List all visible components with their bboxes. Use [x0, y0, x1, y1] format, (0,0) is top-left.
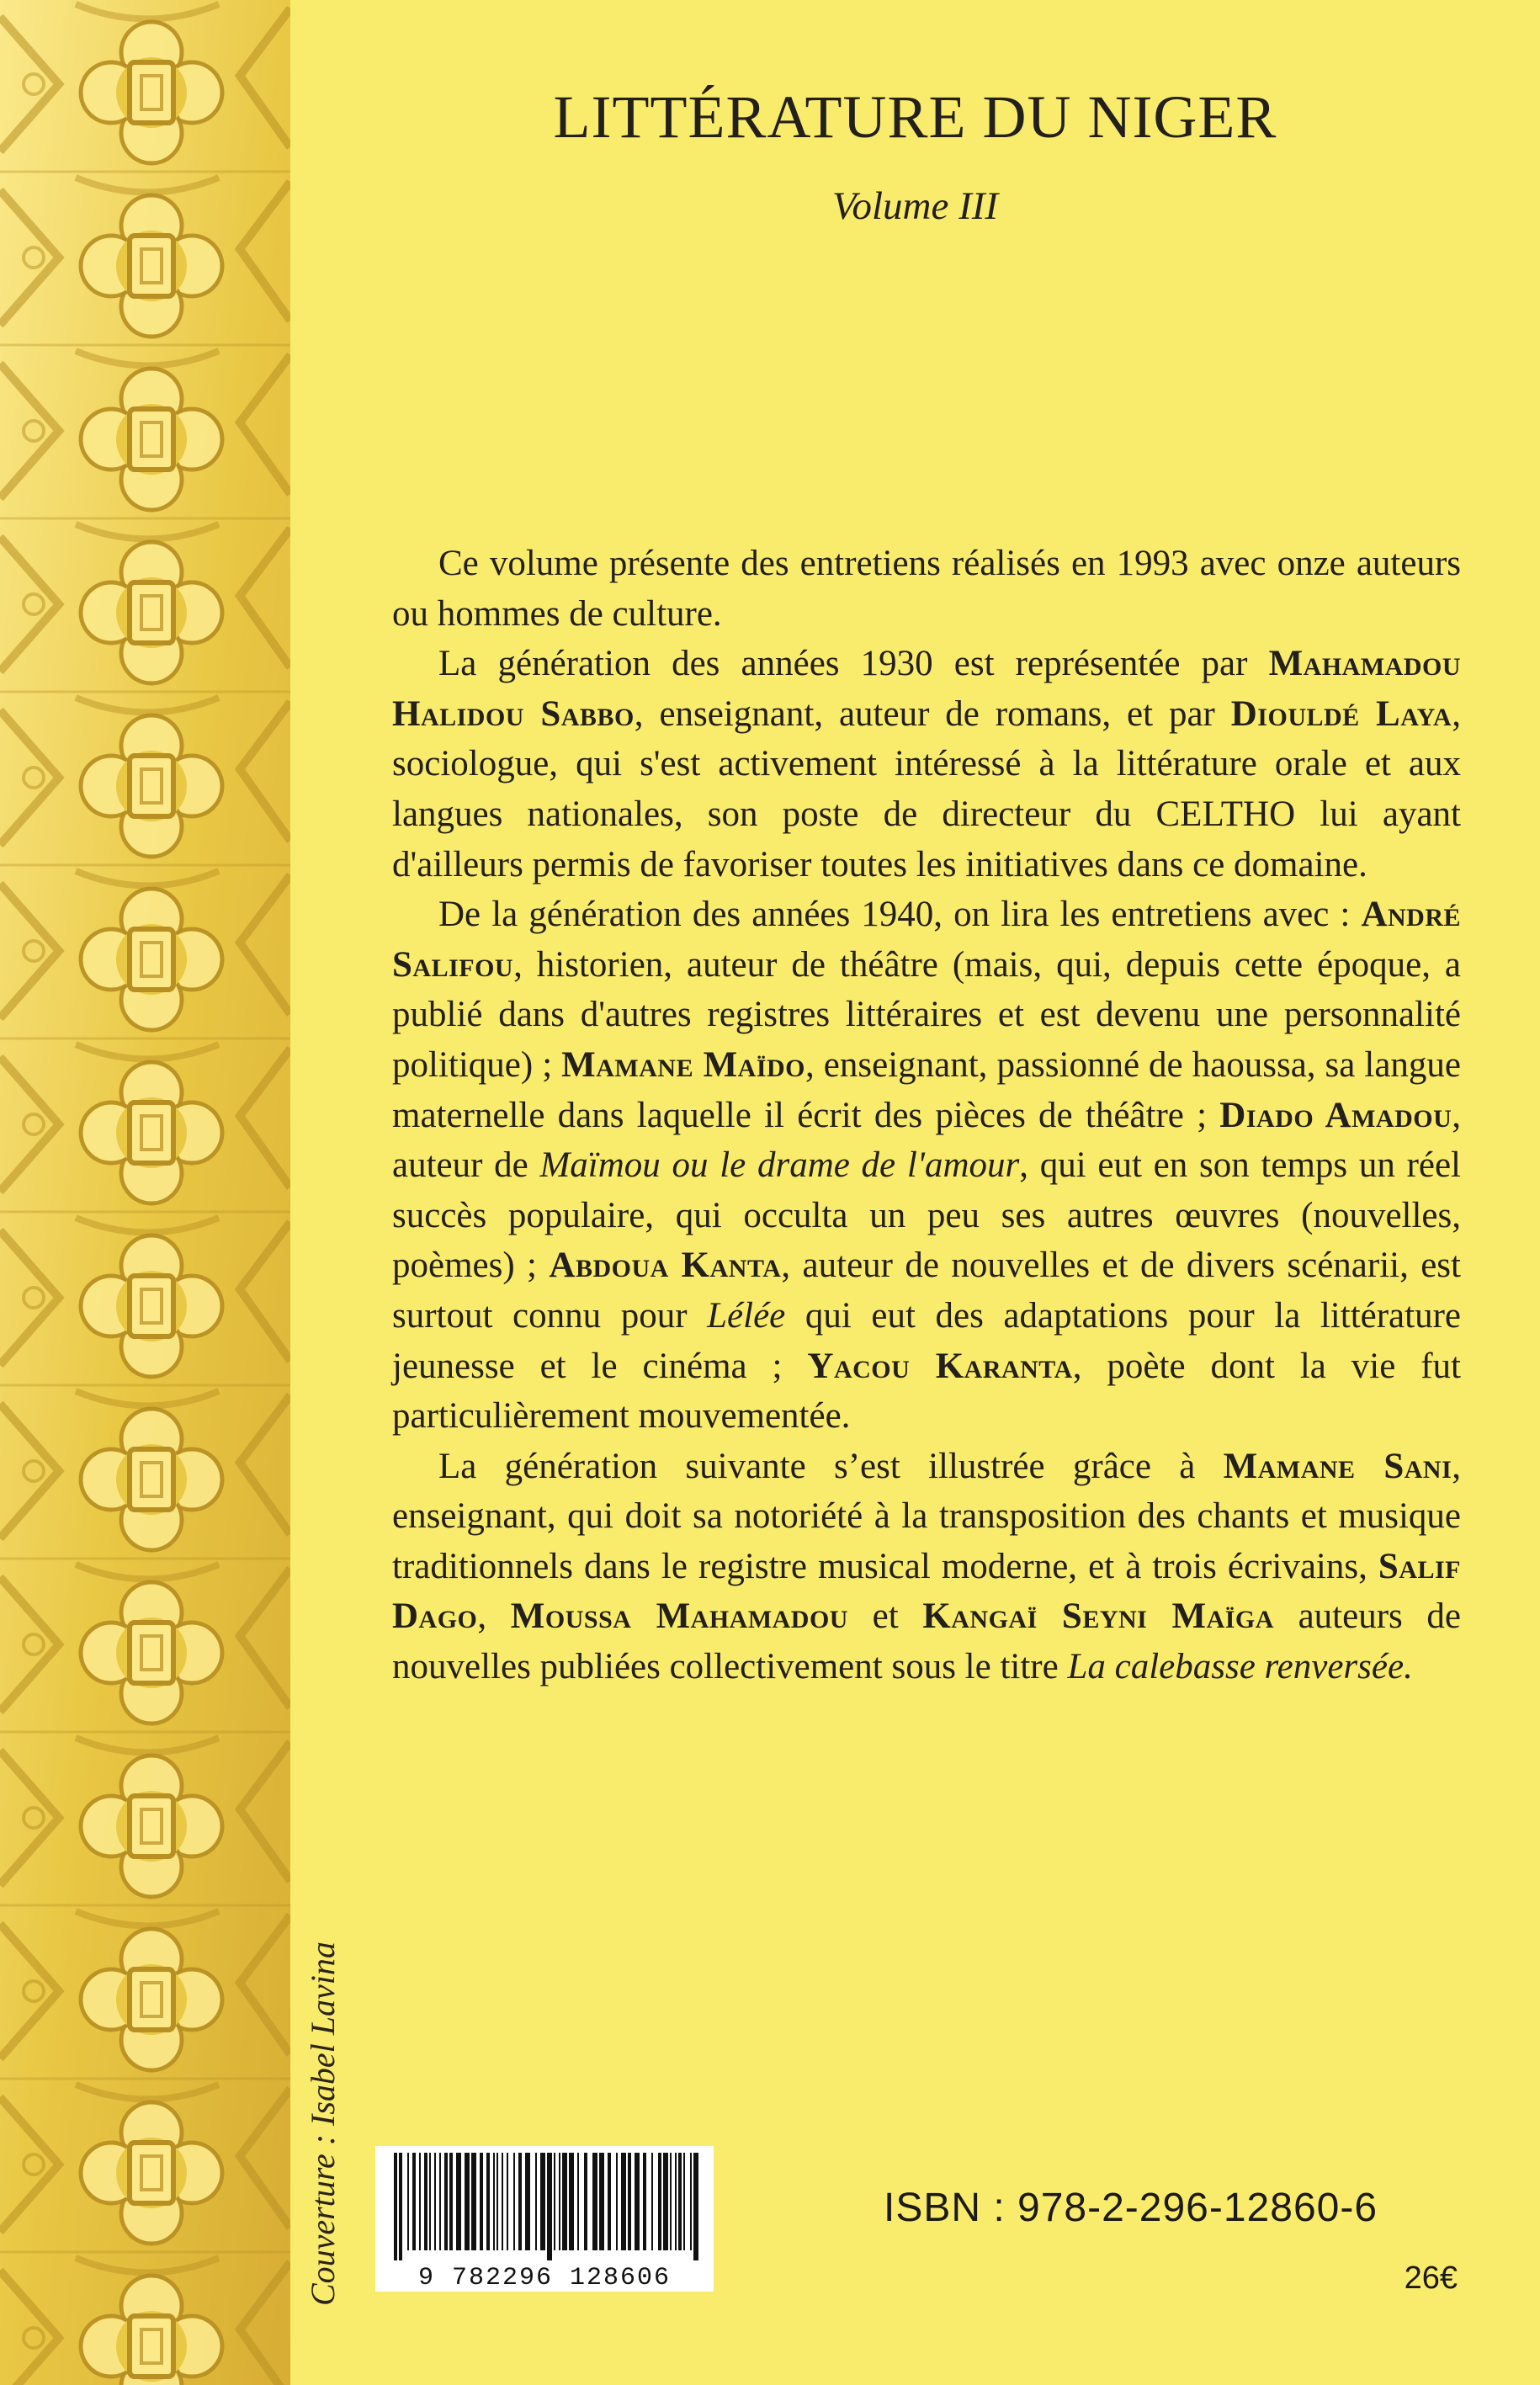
barcode-bar [577, 2153, 579, 2250]
author-name: André Salifou [392, 895, 1461, 985]
isbn-number: ISBN : 978-2-296-12860-6 [884, 2186, 1378, 2230]
barcode-bar [651, 2153, 653, 2250]
barcode-bar [471, 2153, 476, 2250]
barcode-bar [394, 2153, 397, 2260]
barcode-bar [540, 2153, 545, 2250]
paragraph-next-generation: La génération suivante s’est illustrée grâce à Mamane Sani, enseignant, qui doit sa notoriété à la transposition des chants et musique traditionnels dans le registre musical moderne, et à trois écrivains, Salif Dago, Moussa Mahamadou et Kangaï Seyni Maïga auteurs de nouvelles publiées collectivement sous le titre La calebasse renversée. [392, 1446, 1461, 1687]
author-name: Abdoua Kanta [549, 1246, 782, 1286]
barcode-bar [683, 2153, 685, 2250]
barcode-bar [518, 2153, 522, 2250]
barcode-bar [456, 2153, 461, 2250]
barcode-bar [525, 2153, 530, 2250]
author-name: Diouldé Laya [1230, 693, 1452, 734]
barcode-bar [635, 2153, 640, 2250]
barcode-bar [616, 2153, 618, 2250]
author-name: Mamane Sani [1223, 1446, 1452, 1486]
page-title: LITTÉRATURE DU NIGER [553, 83, 1277, 151]
barcode-bar [424, 2153, 427, 2250]
volume-subtitle: Volume III [831, 184, 999, 228]
barcode-bar [559, 2153, 560, 2250]
author-name: Diado Amadou [1219, 1095, 1452, 1135]
barcode-bar [628, 2153, 631, 2250]
barcode-bar [399, 2153, 402, 2260]
decorative-strip [0, 0, 290, 2385]
barcode-bar [444, 2153, 448, 2250]
author-name: Kangaï Seyni Maïga [922, 1596, 1274, 1637]
barcode-bar [419, 2153, 421, 2250]
barcode-bar [690, 2153, 692, 2250]
barcode-bar [670, 2153, 672, 2250]
barcode-bar [643, 2153, 646, 2250]
price: 26€ [1404, 2260, 1458, 2296]
barcode-bar [407, 2153, 409, 2250]
barcode-bar [547, 2153, 552, 2260]
description-body [392, 539, 1461, 1692]
barcode-bar [513, 2153, 515, 2250]
barcode-bar [569, 2153, 574, 2250]
author-name: Salif Dago [392, 1546, 1461, 1637]
paragraph-intro: Ce volume présente des entretiens réalisés en 1993 avec onze auteurs ou hommes de culture. [392, 544, 1461, 634]
barcode-bar [678, 2153, 682, 2250]
barcode-bar [675, 2153, 677, 2250]
work-title: Maïmou ou le drame de l'amour [539, 1145, 1020, 1186]
barcode-bar [663, 2153, 668, 2250]
barcode-graphic [375, 2146, 714, 2292]
barcode-bar [412, 2153, 416, 2250]
barcode-bar [486, 2153, 490, 2250]
barcode-bar [562, 2153, 567, 2250]
barcode-bar [693, 2153, 698, 2260]
barcode-bar [554, 2153, 555, 2250]
author-name: Mamane Maïdo [561, 1044, 806, 1085]
barcode-bar [465, 2153, 470, 2250]
barcode-bar [480, 2153, 483, 2250]
barcode-bar [439, 2153, 441, 2250]
barcode-bar [449, 2153, 453, 2250]
carved-pattern [0, 0, 290, 2385]
barcode-bars [394, 2153, 698, 2260]
work-title: Lélée [707, 1295, 786, 1336]
barcode-bar [493, 2153, 495, 2250]
barcode-bar [621, 2153, 626, 2250]
paragraph-1940s: De la génération des années 1940, on lira les entretiens avec : André Salifou, historien, auteur de théâtre (mais, qui, depuis cette époque, a publié dans d'autres registres littéraires et est devenu une personnalité politique) ; Mamane Maïdo, enseignant, passionné de haoussa, sa langue maternelle dans laquelle il écrit des pièces de théâtre ; Diado Amadou, auteur de Maïmou ou le drame de l'amour, qui eut en son temps un réel succès populaire, qui occulta un peu ses autres œuvres (nouvelles, poèmes) ; Abdoua Kanta, auteur de nouvelles et de divers scénarii, est surtout connu pour Lélée qui eut des adaptations pour la littérature jeunesse et le cinéma ; Yacou Karanta, poète dont la vie fut particulièrement mouvementée. [392, 895, 1462, 1437]
author-name: Mahamadou Halidou Sabbo [392, 644, 1461, 734]
barcode-bar [429, 2153, 431, 2250]
barcode-bar [507, 2153, 508, 2250]
barcode-bar [584, 2153, 587, 2250]
barcode-bar [497, 2153, 498, 2250]
author-name: Yacou Karanta [807, 1346, 1073, 1386]
cover-credit: Couverture : Isabel Lavina [304, 1941, 342, 2306]
barcode [375, 2146, 714, 2292]
barcode-bar [608, 2153, 611, 2250]
barcode-bar [535, 2153, 537, 2250]
author-name: Moussa Mahamadou [510, 1596, 848, 1637]
barcode-bar [502, 2153, 503, 2250]
barcode-bar [434, 2153, 436, 2250]
barcode-bar [592, 2153, 597, 2250]
work-title: La calebasse renversée. [1067, 1647, 1413, 1687]
barcode-bar [599, 2153, 604, 2250]
barcode-bar [658, 2153, 661, 2250]
paragraph-1930s: La génération des années 1930 est représentée par Mahamadou Halidou Sabbo, enseignant, auteur de romans, et par Diouldé Laya, sociologue, qui s'est activement intéressé à la littérature orale et aux langues nationales, son poste de directeur du CELTHO lui ayant d'ailleurs permis de favoriser toutes les initiatives dans ce domaine. [392, 644, 1461, 884]
barcode-digits: 9 782296 128606 [417, 2264, 672, 2292]
